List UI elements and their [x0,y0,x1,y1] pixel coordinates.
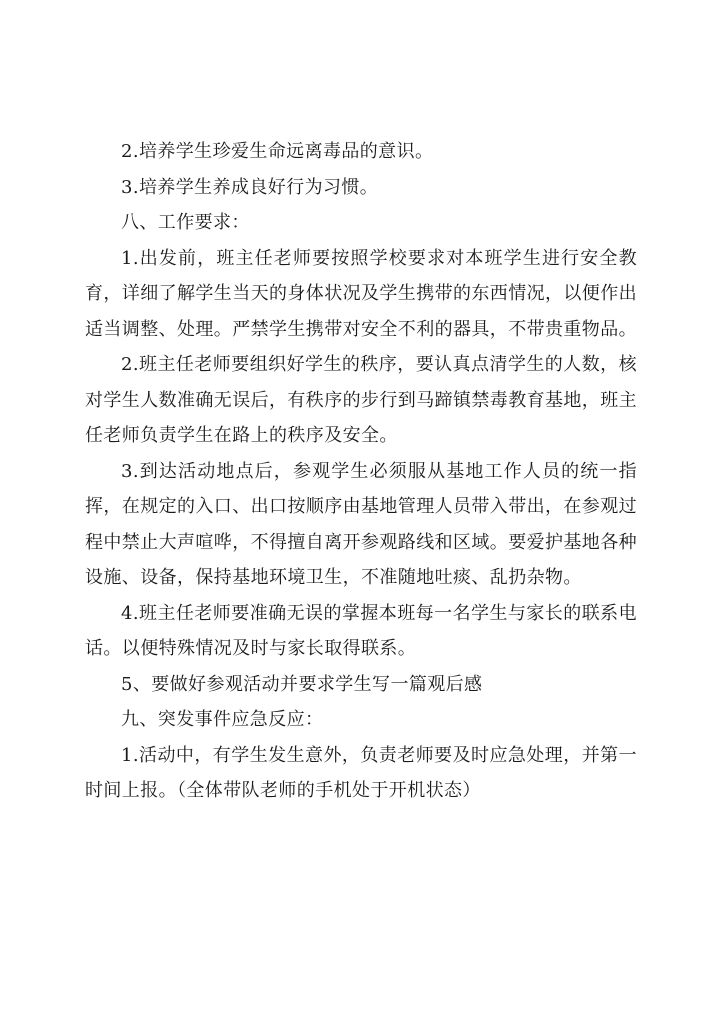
requirement-item-1: 1.出发前，班主任老师要按照学校要求对本班学生进行安全教育，详细了解学生当天的身体状况及学生携带的东西情况，以便作出适当调整、处理。严禁学生携带对安全不利的器具，不带贵重物品。 [85,247,637,340]
requirement-item-5: 5、要做好参观活动并要求学生写一篇观后感 [121,673,483,695]
requirement-item-4: 4.班主任老师要准确无误的掌握本班每一名学生与家长的联系电话。以便特殊情况及时与家长取得联系。 [85,602,637,659]
requirement-item-3: 3.到达活动地点后，参观学生必须服从基地工作人员的统一指挥，在规定的入口、出口按顺序由基地管理人员带入带出，在参观过程中禁止大声喧哗，不得擅自离开参观路线和区域。要爱护基地各种设施、设备，保持基地环境卫生，不准随地吐痰、乱扔杂物。 [85,460,637,588]
section-heading-work-requirements: 八、工作要求： [121,212,250,233]
document-body [85,134,637,809]
goal-item-2: 2.培养学生珍爱生命远离毒品的意识。 [121,141,434,162]
emergency-item-1: 1.活动中，有学生发生意外，负责老师要及时应急处理，并第一时间上报。（全体带队老师的手机处于开机状态） [85,744,637,801]
goal-item-3: 3.培养学生养成良好行为习惯。 [121,176,379,198]
requirement-item-2: 2.班主任老师要组织好学生的秩序，要认真点清学生的人数，核对学生人数准确无误后，有秩序的步行到马蹄镇禁毒教育基地，班主任老师负责学生在路上的秩序及安全。 [85,354,637,446]
section-heading-emergency-response: 九、突发事件应急反应： [121,709,324,730]
